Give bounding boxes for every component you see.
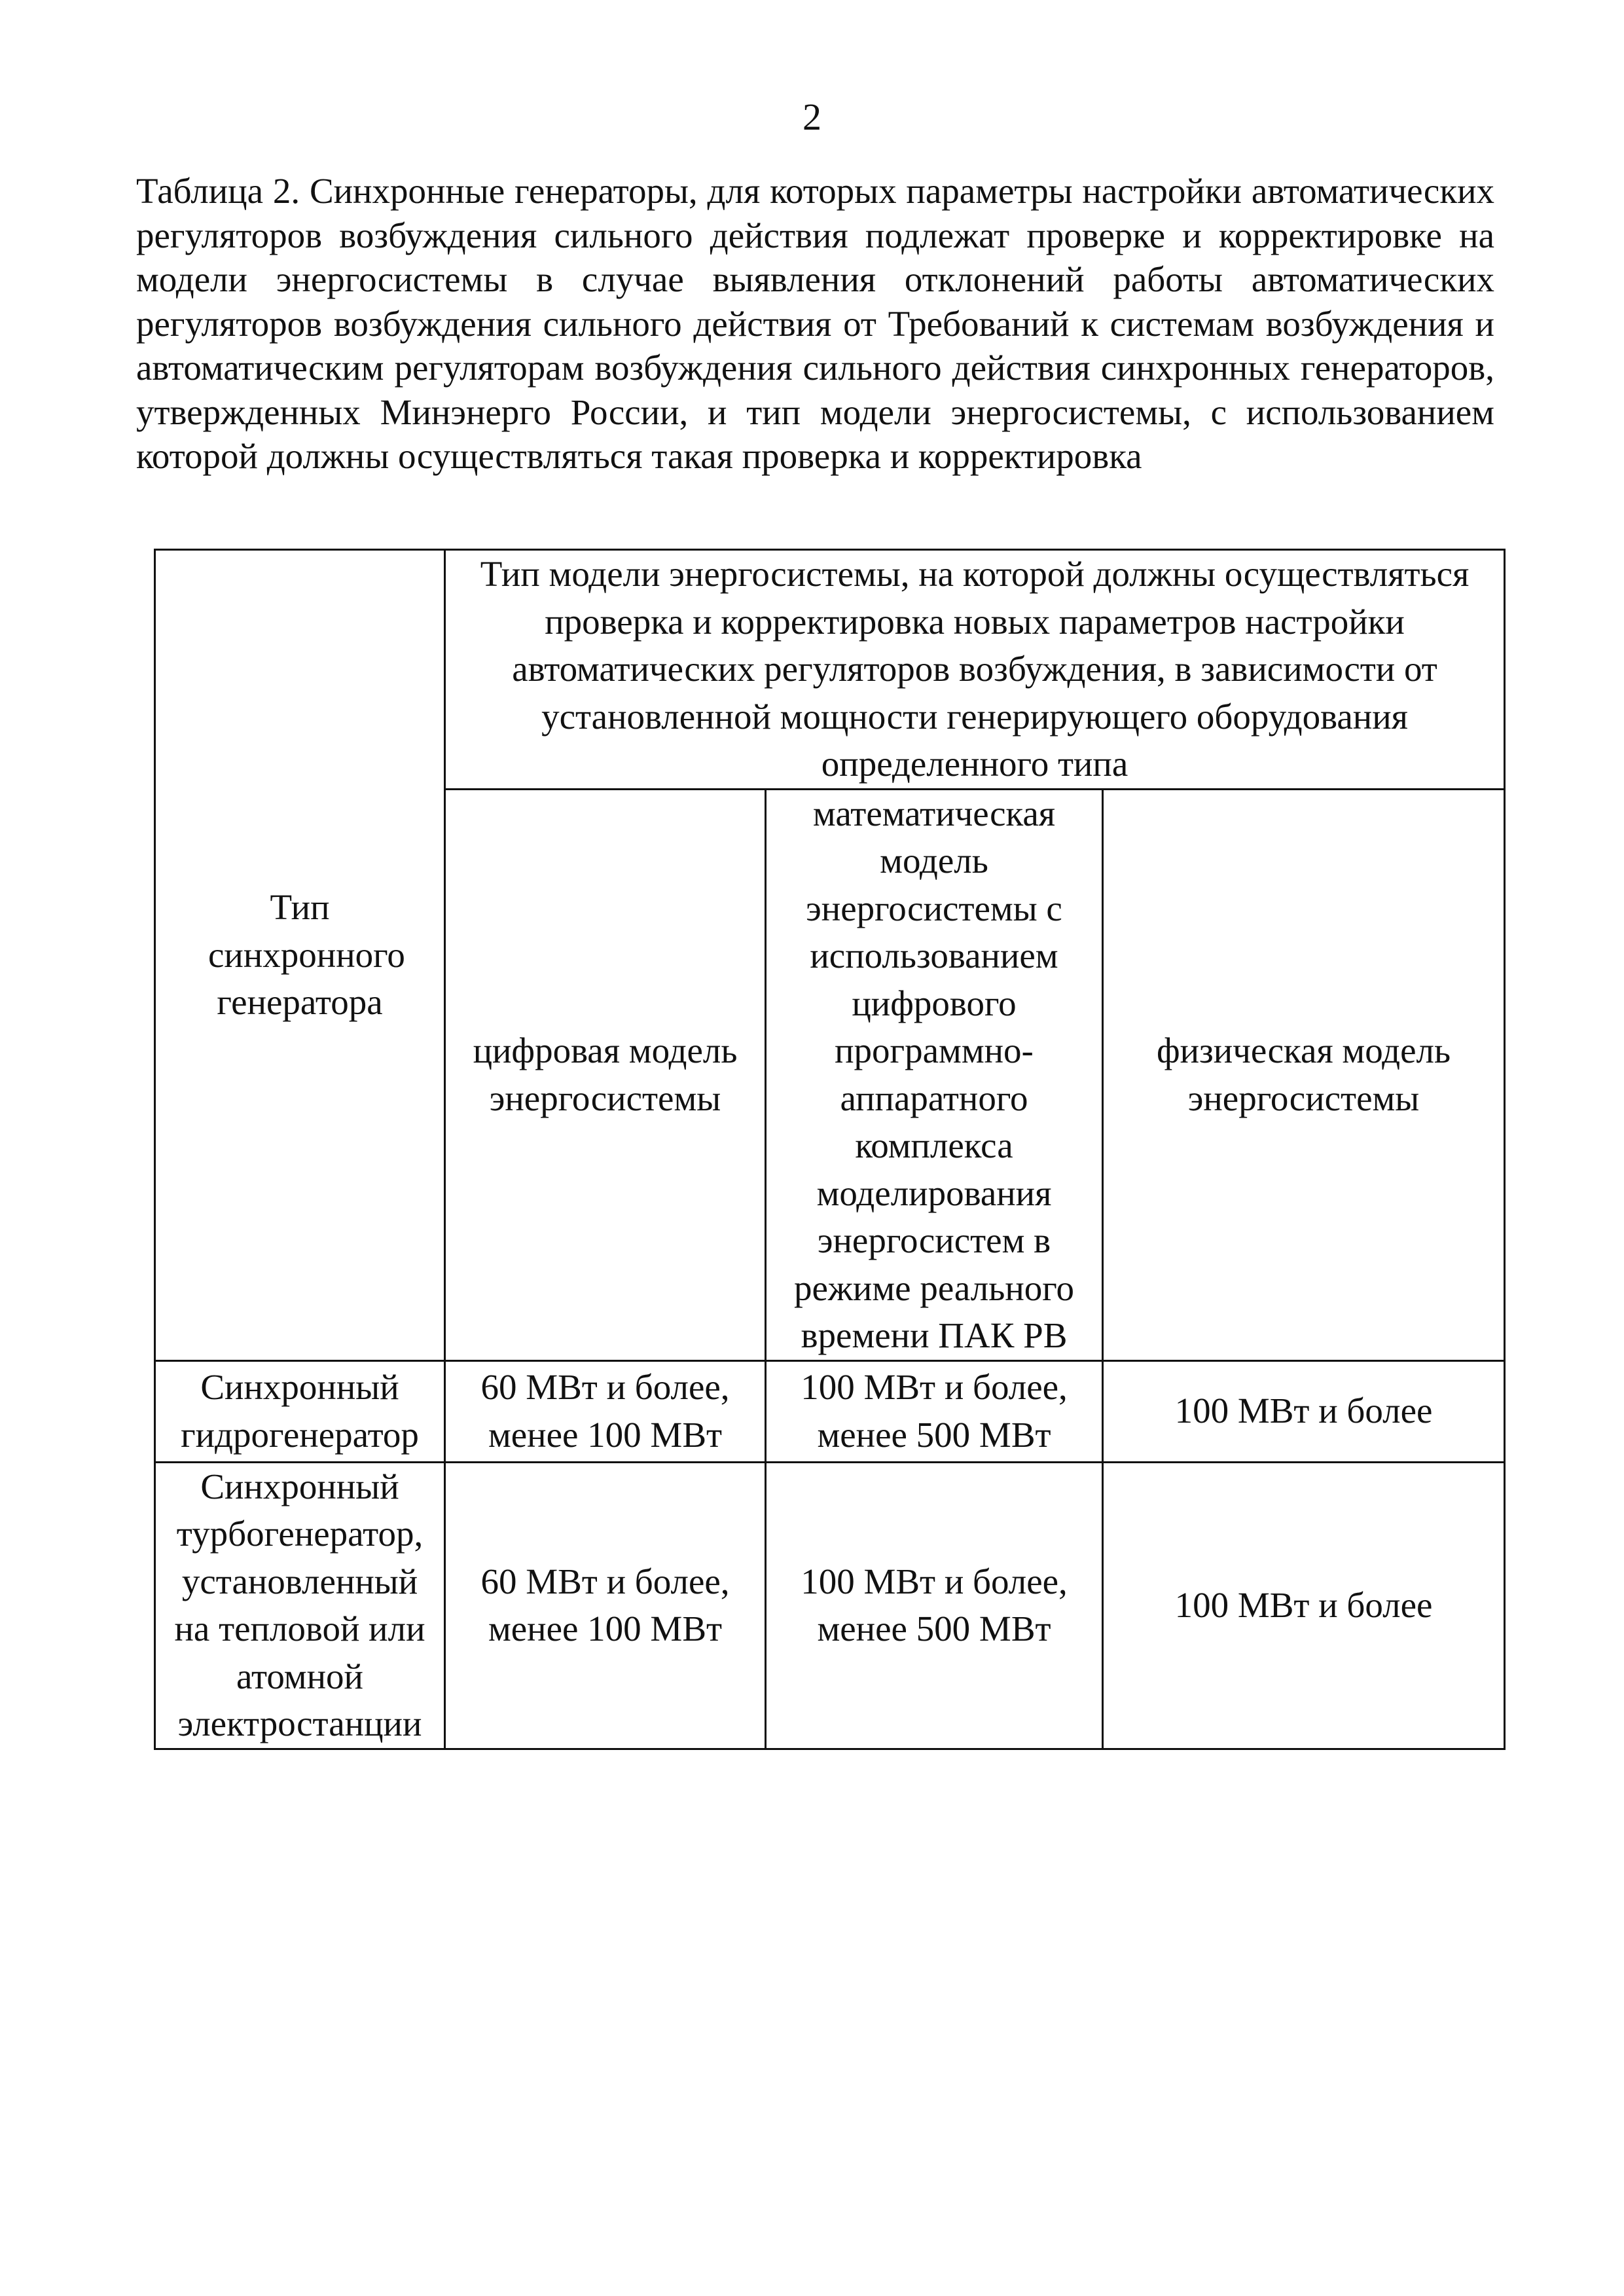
generator-table — [154, 549, 1506, 1750]
header-generator-type: Тип синхронного генератора — [155, 550, 445, 1361]
cell-physical: 100 МВт и более — [1103, 1462, 1505, 1749]
page-number: 2 — [803, 96, 821, 138]
header-model-type: Тип модели энергосистемы, на которой должны осуществляться проверка и корректировка новых параметров настройки автоматических регуляторов возбуждения, в зависимости от установленной мощности генерирующего оборудования определенного типа — [445, 550, 1505, 790]
cell-math: 100 МВт и более, менее 500 МВт — [766, 1462, 1103, 1749]
table-caption: Таблица 2. Синхронные генераторы, для которых параметры настройки автоматических регуляторов возбуждения сильного действия подлежат проверке и корректировке на модели энергосистемы в случае выявления отклонений работы автоматических регуляторов возбуждения сильного действия от Требований к системам возбуждения и автоматическим регуляторам возбуждения сильного действия синхронных генераторов, утвержденных Минэнерго России, и тип модели энергосистемы, с использованием которой должны осуществляться такая проверка и корректировка — [136, 171, 1494, 476]
cell-math: 100 МВт и более, менее 500 МВт — [766, 1360, 1103, 1462]
cell-generator: Синхронный гидрогенератор — [155, 1360, 445, 1462]
table-row — [155, 1360, 1505, 1462]
cell-digital: 60 МВт и более, менее 100 МВт — [445, 1360, 766, 1462]
table-header-row — [155, 550, 1505, 790]
subheader-math-model: математическая модель энергосистемы с использованием цифрового программно-аппаратного комплекса моделирования энергосистем в режиме реального времени ПАК РВ — [766, 789, 1103, 1360]
cell-physical: 100 МВт и более — [1103, 1360, 1505, 1462]
table-row — [155, 1462, 1505, 1749]
cell-digital: 60 МВт и более, менее 100 МВт — [445, 1462, 766, 1749]
cell-generator: Синхронный турбогенератор, установленный на тепловой или атомной электростанции — [155, 1462, 445, 1749]
subheader-physical-model: физическая модель энергосистемы — [1103, 789, 1505, 1360]
subheader-digital-model: цифровая модель энергосистемы — [445, 789, 766, 1360]
